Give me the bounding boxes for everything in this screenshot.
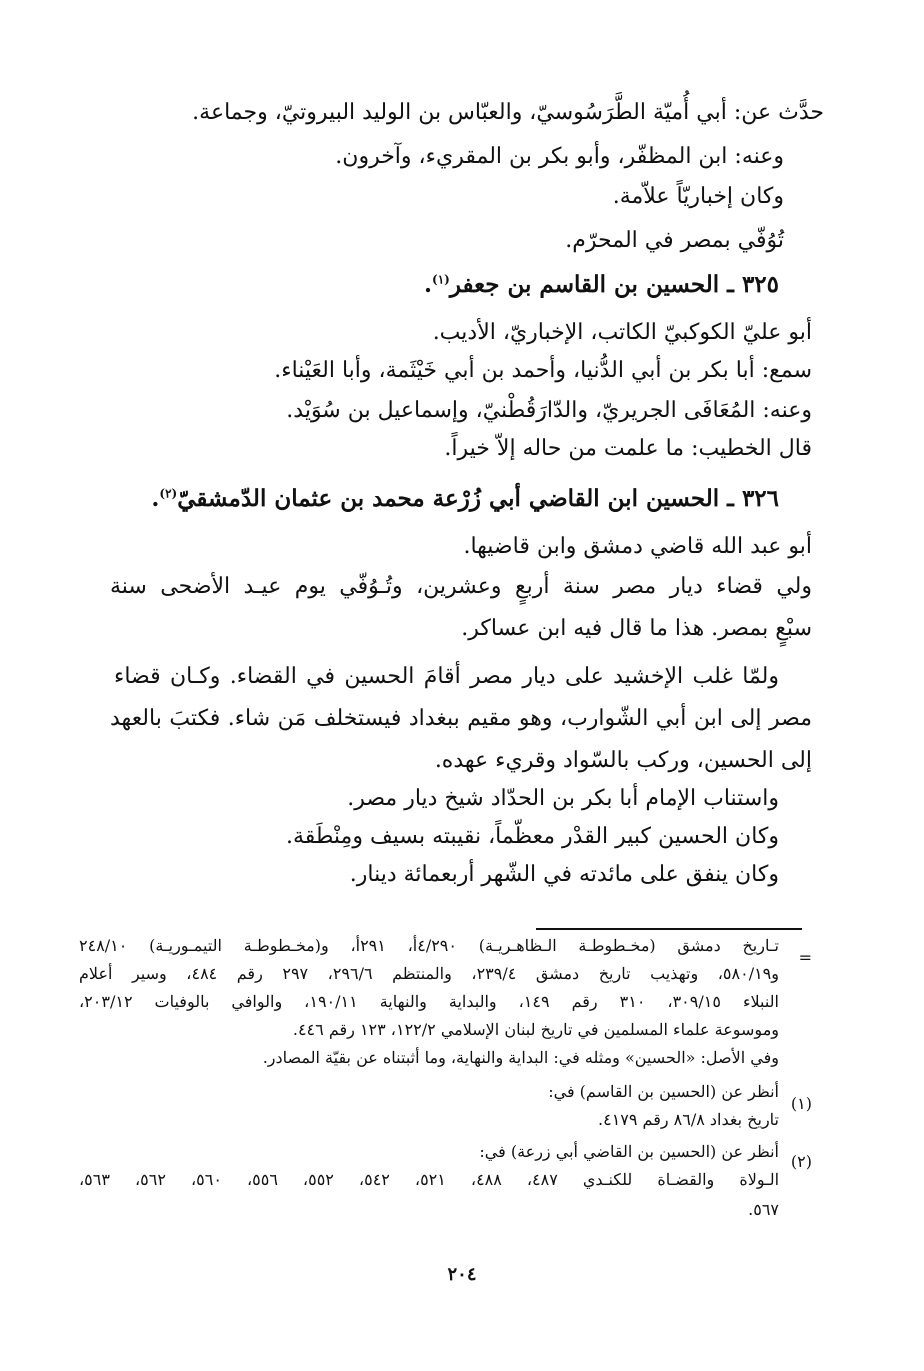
footnote-line: تـاريخ دمشق (مخـطوطـة الـظاهـريـة) ٤/٢٩٠أ، ٢٩١أ، و(مخـطوطـة التيمـوريـة) ٢٤٨/١٠	[79, 936, 779, 955]
entry-heading-text: ٣٢٦ ـ الحسين ابن القاضي أبي زُرْعة محمد بن عثمان الدّمشقيّ	[177, 485, 779, 512]
footnote-line: أنظر عن (الحسين بن القاضي أبي زرعة) في:	[479, 1142, 779, 1161]
page-number: ٢٠٤	[447, 1264, 477, 1285]
footnote-line: أنظر عن (الحسين بن القاسم) في:	[548, 1082, 779, 1101]
footnote-ref-2: (٢)	[159, 486, 178, 501]
footnote-separator	[536, 928, 802, 930]
text-line: حدَّث عن: أبي أُميّة الطَّرَسُوسيّ، والعبّاس بن الوليد البيروتيّ، وجماعة.	[192, 100, 824, 125]
text-line: أبو عبد الله قاضي دمشق وابن قاضيها.	[463, 534, 812, 559]
footnote-line: الـولاة والقضـاة للكنـدي ٤٨٧، ٤٨٨، ٥٢١، ٥٤٢، ٥٥٢، ٥٥٦، ٥٦٠، ٥٦٢، ٥٦٣،	[79, 1170, 780, 1189]
heading-end: .	[424, 271, 433, 298]
text-line: إلى الحسين، وركب بالسّواد وقريء عهده.	[434, 748, 812, 773]
text-line: قال الخطيب: ما علمت من حاله إلاّ خيراً.	[444, 436, 812, 461]
text-line: ولمّا غلب الإخشيد على ديار مصر أقامَ الحسين في القضاء. وكـان قضاء	[114, 664, 779, 689]
entry-heading-326	[119, 484, 779, 514]
entry-heading-text: ٣٢٥ ـ الحسين بن القاسم بن جعفر	[449, 271, 779, 298]
footnote-line: النبلاء ٣٠٩/١٥، ٣١٠ رقم ١٤٩، والبداية والنهاية ١٩٠/١١، والوافي بالوفيات ٢٠٣/١٢،	[79, 992, 779, 1011]
footnote-marker-1: (١)	[790, 1094, 812, 1113]
text-line: مصر إلى ابن أبي الشّوارب، وهو مقيم ببغداد فيستخلف مَن شاء. فكتبَ بالعهد	[110, 706, 812, 731]
text-line: وعنه: المُعَافَى الجريريّ، والدّارَقُطْنيّ، وإسماعيل بن سُوَيْد.	[286, 398, 812, 423]
text-line: واستناب الإمام أبا بكر بن الحدّاد شيخ ديار مصر.	[347, 786, 779, 811]
footnote-line: وفي الأصل: «الحسين» ومثله في: البداية والنهاية، وما أثبتناه عن بقيّة المصادر.	[262, 1048, 779, 1067]
footnote-continuation-marker: =	[798, 948, 812, 967]
text-line: وكان إخباريّاً علاّمة.	[612, 184, 784, 209]
text-line: وكان الحسين كبير القدْر معظّماً، نقيبته بسيف ومِنْطَقة.	[285, 824, 779, 849]
footnote-marker-2: (٢)	[790, 1152, 812, 1171]
footnote-line: و٥٨٠/١٩، وتهذيب تاريخ دمشق ٢٣٩/٤، والمنتظم ٢٩٦/٦، ٢٩٧ رقم ٤٨٤، وسير أعلام	[79, 964, 779, 983]
entry-heading-325	[179, 270, 779, 300]
text-line: وعنه: ابن المظفّر، وأبو بكر بن المقريء، وآخرون.	[335, 144, 784, 169]
footnote-ref-1: (١)	[432, 272, 450, 287]
text-line: ولي قضاء ديار مصر سنة أربعٍ وعشرين، وتُـوُفّي يوم عيـد الأضحى سنة	[110, 574, 812, 599]
text-line: سبْعٍ بمصر. هذا ما قال فيه ابن عساكر.	[461, 616, 812, 641]
text-line: وكان ينفق على مائدته في الشّهر أربعمائة دينار.	[349, 862, 779, 887]
text-line: تُوُفّي بمصر في المحرّم.	[565, 228, 784, 253]
text-line: أبو عليّ الكوكبيّ الكاتب، الإخباريّ، الأديب.	[432, 320, 812, 345]
footnote-line: تاريخ بغداد ٨٦/٨ رقم ٤١٧٩.	[598, 1110, 779, 1129]
text-line: سمع: أبا بكر بن أبي الدُّنيا، وأحمد بن أبي خَيْثَمة، وأبا العَيْناء.	[274, 358, 812, 383]
footnote-line: وموسوعة علماء المسلمين في تاريخ لبنان الإسلامي ١٢٢/٢، ١٢٣ رقم ٤٤٦.	[292, 1020, 779, 1039]
heading-end: .	[151, 485, 160, 512]
footnote-line: ٥٦٧.	[748, 1200, 779, 1219]
